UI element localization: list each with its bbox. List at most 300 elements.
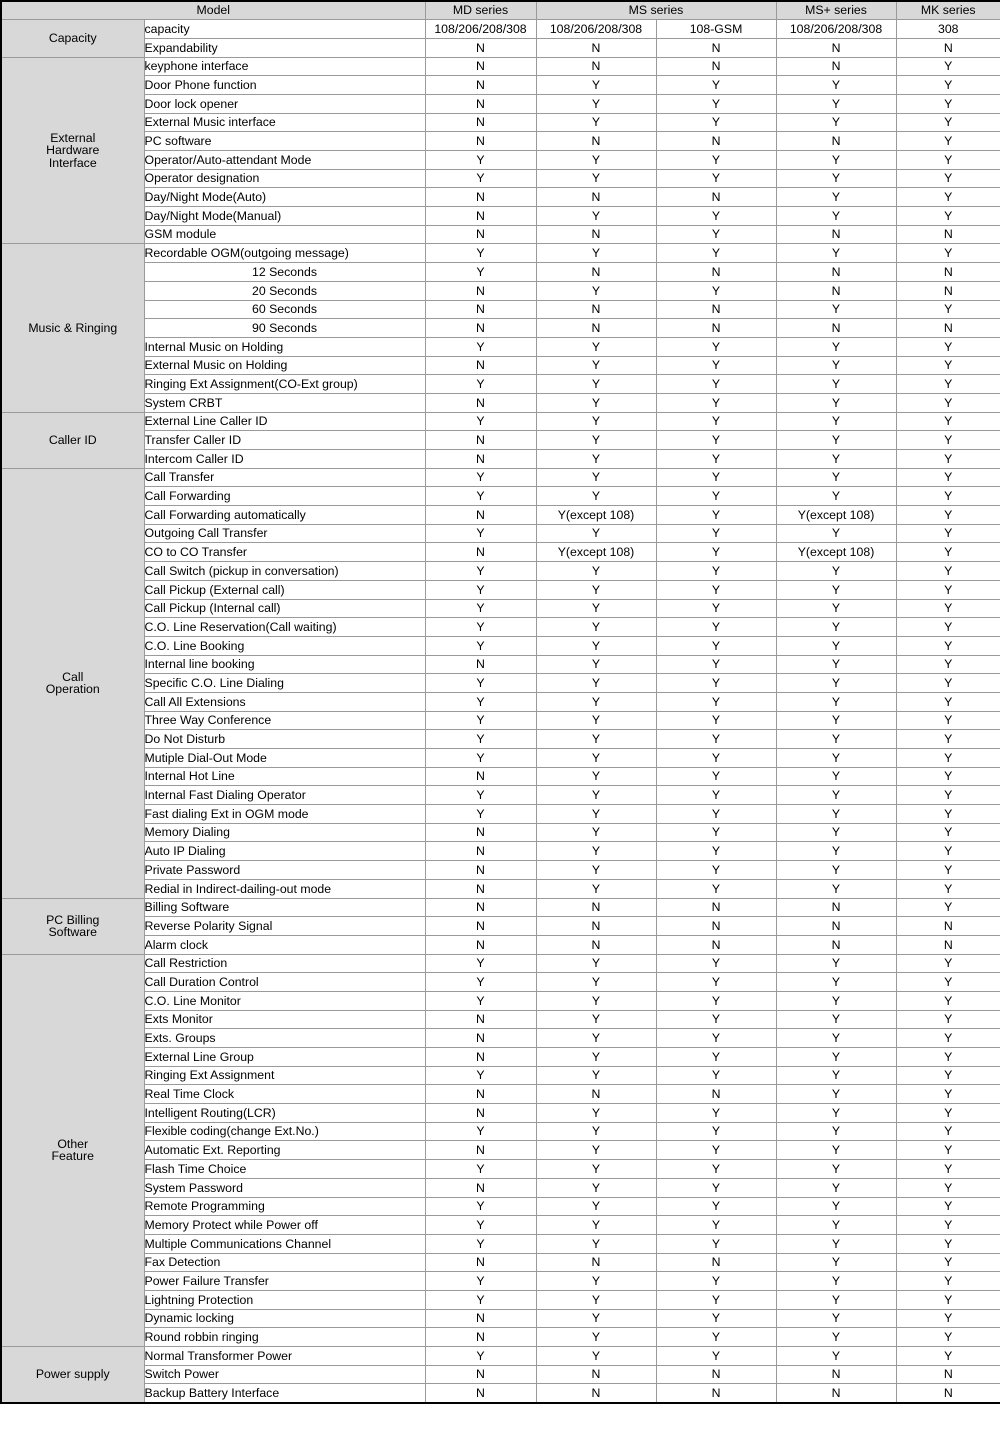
- value-cell: Y(except 108): [776, 543, 896, 562]
- value-cell: N: [425, 823, 536, 842]
- value-cell: Y: [536, 412, 656, 431]
- value-cell: Y: [425, 749, 536, 768]
- value-cell: Y: [776, 76, 896, 95]
- value-cell: N: [536, 319, 656, 338]
- header-series-3: MS+ series: [776, 1, 896, 20]
- value-cell: Y: [896, 1104, 1000, 1123]
- value-cell: N: [896, 225, 1000, 244]
- value-cell: N: [896, 935, 1000, 954]
- value-cell: N: [536, 132, 656, 151]
- value-cell: Y: [896, 375, 1000, 394]
- value-cell: Y: [896, 1197, 1000, 1216]
- value-cell: N: [425, 767, 536, 786]
- value-cell: Y: [425, 973, 536, 992]
- value-cell: Y: [536, 450, 656, 469]
- value-cell: Y: [656, 767, 776, 786]
- value-cell: N: [536, 935, 656, 954]
- feature-name-cell: Ringing Ext Assignment: [144, 1066, 425, 1085]
- header-series-2: MS series: [536, 1, 776, 20]
- table-row: [1, 1365, 1000, 1384]
- value-cell: Y: [896, 94, 1000, 113]
- value-cell: Y: [536, 973, 656, 992]
- feature-name-cell: 20 Seconds: [144, 281, 425, 300]
- value-cell: Y: [656, 674, 776, 693]
- feature-name-cell: Internal Music on Holding: [144, 337, 425, 356]
- value-cell: N: [425, 188, 536, 207]
- feature-name-cell: Call Pickup (Internal call): [144, 599, 425, 618]
- value-cell: Y: [896, 151, 1000, 170]
- value-cell: Y: [776, 730, 896, 749]
- value-cell: Y: [536, 692, 656, 711]
- category-cell: External Hardware Interface: [1, 57, 144, 244]
- value-cell: Y: [776, 487, 896, 506]
- value-cell: N: [425, 207, 536, 226]
- feature-name-cell: PC software: [144, 132, 425, 151]
- table-row: [1, 1085, 1000, 1104]
- value-cell: Y: [536, 749, 656, 768]
- value-cell: Y: [536, 1160, 656, 1179]
- value-cell: Y: [656, 94, 776, 113]
- value-cell: Y: [896, 991, 1000, 1010]
- value-cell: N: [425, 861, 536, 880]
- value-cell: Y: [896, 636, 1000, 655]
- value-cell: Y: [425, 805, 536, 824]
- feature-name-cell: Recordable OGM(outgoing message): [144, 244, 425, 263]
- value-cell: Y: [536, 823, 656, 842]
- table-row: [1, 805, 1000, 824]
- table-row: [1, 1141, 1000, 1160]
- value-cell: Y: [776, 879, 896, 898]
- feature-name-cell: C.O. Line Monitor: [144, 991, 425, 1010]
- value-cell: Y: [896, 1122, 1000, 1141]
- value-cell: Y: [536, 169, 656, 188]
- table-row: [1, 431, 1000, 450]
- table-row: [1, 487, 1000, 506]
- table-row: [1, 319, 1000, 338]
- value-cell: N: [425, 1085, 536, 1104]
- value-cell: Y: [425, 1197, 536, 1216]
- value-cell: Y: [776, 861, 896, 880]
- value-cell: Y: [776, 674, 896, 693]
- feature-name-cell: Day/Night Mode(Manual): [144, 207, 425, 226]
- value-cell: Y: [896, 562, 1000, 581]
- table-row: [1, 57, 1000, 76]
- value-cell: Y: [656, 786, 776, 805]
- table-row: [1, 1066, 1000, 1085]
- value-cell: N: [425, 225, 536, 244]
- value-cell: Y: [536, 375, 656, 394]
- value-cell: Y: [656, 1066, 776, 1085]
- value-cell: Y: [776, 842, 896, 861]
- feature-name-cell: C.O. Line Reservation(Call waiting): [144, 618, 425, 637]
- value-cell: Y(except 108): [776, 506, 896, 525]
- feature-name-cell: Internal line booking: [144, 655, 425, 674]
- value-cell: Y: [776, 1216, 896, 1235]
- value-cell: N: [896, 319, 1000, 338]
- value-cell: Y: [656, 599, 776, 618]
- value-cell: Y: [536, 767, 656, 786]
- value-cell: Y: [425, 1216, 536, 1235]
- value-cell: Y: [536, 674, 656, 693]
- value-cell: Y: [656, 393, 776, 412]
- value-cell: N: [656, 300, 776, 319]
- feature-name-cell: GSM module: [144, 225, 425, 244]
- value-cell: Y: [776, 636, 896, 655]
- value-cell: Y: [656, 1347, 776, 1366]
- table-row: [1, 1160, 1000, 1179]
- value-cell: 108/206/208/308: [776, 20, 896, 39]
- table-row: [1, 692, 1000, 711]
- table-row: [1, 1197, 1000, 1216]
- value-cell: Y: [536, 1141, 656, 1160]
- value-cell: Y: [896, 842, 1000, 861]
- table-row: [1, 1309, 1000, 1328]
- value-cell: Y: [896, 1234, 1000, 1253]
- value-cell: N: [425, 356, 536, 375]
- value-cell: Y(except 108): [536, 543, 656, 562]
- value-cell: Y: [656, 711, 776, 730]
- value-cell: Y: [425, 468, 536, 487]
- value-cell: Y: [425, 263, 536, 282]
- value-cell: N: [776, 917, 896, 936]
- value-cell: N: [656, 935, 776, 954]
- table-row: [1, 1010, 1000, 1029]
- value-cell: Y: [656, 468, 776, 487]
- value-cell: Y: [896, 431, 1000, 450]
- value-cell: Y: [776, 655, 896, 674]
- value-cell: Y: [425, 692, 536, 711]
- value-cell: Y: [896, 1029, 1000, 1048]
- value-cell: Y: [776, 1029, 896, 1048]
- value-cell: Y: [656, 524, 776, 543]
- value-cell: N: [896, 1384, 1000, 1403]
- feature-name-cell: Normal Transformer Power: [144, 1347, 425, 1366]
- value-cell: Y: [536, 786, 656, 805]
- value-cell: N: [425, 113, 536, 132]
- table-row: [1, 1290, 1000, 1309]
- value-cell: Y: [425, 1234, 536, 1253]
- value-cell: Y: [536, 711, 656, 730]
- value-cell: N: [656, 917, 776, 936]
- table-row: [1, 225, 1000, 244]
- table-row: [1, 300, 1000, 319]
- table-row: [1, 207, 1000, 226]
- value-cell: N: [425, 1384, 536, 1403]
- table-row: [1, 375, 1000, 394]
- value-cell: Y: [656, 1010, 776, 1029]
- value-cell: N: [425, 431, 536, 450]
- value-cell: Y: [776, 431, 896, 450]
- table-row: [1, 842, 1000, 861]
- value-cell: 108-GSM: [656, 20, 776, 39]
- value-cell: Y: [776, 1347, 896, 1366]
- value-cell: N: [536, 917, 656, 936]
- value-cell: Y: [656, 356, 776, 375]
- value-cell: Y: [776, 1197, 896, 1216]
- value-cell: Y: [776, 580, 896, 599]
- value-cell: Y: [776, 562, 896, 581]
- header-series-4: MK series: [896, 1, 1000, 20]
- value-cell: Y: [656, 1197, 776, 1216]
- value-cell: Y: [896, 1328, 1000, 1347]
- table-row: [1, 1272, 1000, 1291]
- value-cell: Y: [776, 1328, 896, 1347]
- value-cell: N: [425, 1365, 536, 1384]
- feature-name-cell: Operator designation: [144, 169, 425, 188]
- feature-name-cell: 12 Seconds: [144, 263, 425, 282]
- value-cell: Y: [536, 580, 656, 599]
- table-row: [1, 823, 1000, 842]
- value-cell: Y: [776, 1272, 896, 1291]
- table-row: [1, 1048, 1000, 1067]
- feature-name-cell: System CRBT: [144, 393, 425, 412]
- table-row: [1, 450, 1000, 469]
- value-cell: Y: [536, 599, 656, 618]
- value-cell: Y: [656, 1048, 776, 1067]
- feature-name-cell: Call Transfer: [144, 468, 425, 487]
- value-cell: Y: [776, 823, 896, 842]
- value-cell: Y: [896, 599, 1000, 618]
- value-cell: Y: [896, 393, 1000, 412]
- value-cell: Y: [656, 618, 776, 637]
- value-cell: Y: [656, 636, 776, 655]
- value-cell: Y: [776, 188, 896, 207]
- value-cell: Y: [536, 1216, 656, 1235]
- value-cell: Y: [536, 842, 656, 861]
- value-cell: Y: [776, 1290, 896, 1309]
- feature-name-cell: Automatic Ext. Reporting: [144, 1141, 425, 1160]
- value-cell: N: [656, 898, 776, 917]
- value-cell: Y: [776, 1066, 896, 1085]
- value-cell: Y: [896, 823, 1000, 842]
- value-cell: N: [425, 281, 536, 300]
- table-row: [1, 935, 1000, 954]
- feature-name-cell: Ringing Ext Assignment(CO-Ext group): [144, 375, 425, 394]
- value-cell: N: [536, 898, 656, 917]
- value-cell: Y: [536, 1010, 656, 1029]
- value-cell: Y: [896, 898, 1000, 917]
- value-cell: N: [896, 281, 1000, 300]
- value-cell: Y: [536, 1290, 656, 1309]
- value-cell: Y: [656, 450, 776, 469]
- value-cell: Y: [896, 749, 1000, 768]
- value-cell: Y: [425, 169, 536, 188]
- feature-name-cell: Call Switch (pickup in conversation): [144, 562, 425, 581]
- value-cell: N: [425, 1029, 536, 1048]
- value-cell: Y: [896, 450, 1000, 469]
- value-cell: Y: [656, 749, 776, 768]
- value-cell: Y: [656, 151, 776, 170]
- value-cell: Y: [776, 1160, 896, 1179]
- value-cell: Y: [536, 879, 656, 898]
- feature-name-cell: Call Restriction: [144, 954, 425, 973]
- value-cell: Y: [896, 730, 1000, 749]
- table-row: [1, 749, 1000, 768]
- value-cell: N: [425, 393, 536, 412]
- value-cell: Y: [896, 805, 1000, 824]
- value-cell: N: [536, 1384, 656, 1403]
- table-row: [1, 879, 1000, 898]
- value-cell: Y: [776, 468, 896, 487]
- table-row: [1, 991, 1000, 1010]
- value-cell: Y: [656, 1178, 776, 1197]
- feature-name-cell: Door lock opener: [144, 94, 425, 113]
- value-cell: N: [425, 94, 536, 113]
- value-cell: N: [656, 38, 776, 57]
- feature-name-cell: Flash Time Choice: [144, 1160, 425, 1179]
- value-cell: Y: [656, 113, 776, 132]
- value-cell: Y: [896, 188, 1000, 207]
- value-cell: Y: [776, 1141, 896, 1160]
- value-cell: N: [536, 1365, 656, 1384]
- value-cell: Y: [536, 393, 656, 412]
- value-cell: Y: [776, 973, 896, 992]
- value-cell: N: [536, 263, 656, 282]
- feature-name-cell: Billing Software: [144, 898, 425, 917]
- value-cell: N: [656, 188, 776, 207]
- value-cell: Y: [425, 711, 536, 730]
- table-row: [1, 861, 1000, 880]
- feature-name-cell: Real Time Clock: [144, 1085, 425, 1104]
- value-cell: N: [776, 1365, 896, 1384]
- feature-name-cell: Remote Programming: [144, 1197, 425, 1216]
- table-row: [1, 393, 1000, 412]
- value-cell: Y: [896, 543, 1000, 562]
- feature-name-cell: External Music interface: [144, 113, 425, 132]
- value-cell: N: [425, 506, 536, 525]
- value-cell: Y: [776, 805, 896, 824]
- feature-name-cell: Expandability: [144, 38, 425, 57]
- value-cell: Y: [656, 1141, 776, 1160]
- value-cell: Y: [536, 562, 656, 581]
- value-cell: Y: [656, 281, 776, 300]
- value-cell: N: [656, 319, 776, 338]
- value-cell: Y: [656, 1328, 776, 1347]
- value-cell: Y: [776, 711, 896, 730]
- category-cell: Other Feature: [1, 954, 144, 1346]
- value-cell: N: [425, 655, 536, 674]
- value-cell: Y: [425, 1066, 536, 1085]
- feature-name-cell: Intercom Caller ID: [144, 450, 425, 469]
- value-cell: Y: [656, 991, 776, 1010]
- value-cell: Y: [776, 1178, 896, 1197]
- value-cell: Y: [425, 1290, 536, 1309]
- table-row: [1, 38, 1000, 57]
- value-cell: N: [656, 132, 776, 151]
- value-cell: Y: [656, 1234, 776, 1253]
- value-cell: Y: [425, 1272, 536, 1291]
- value-cell: Y: [536, 468, 656, 487]
- feature-name-cell: Three Way Conference: [144, 711, 425, 730]
- value-cell: Y: [896, 711, 1000, 730]
- value-cell: Y: [776, 113, 896, 132]
- value-cell: Y: [896, 1141, 1000, 1160]
- table-row: [1, 1384, 1000, 1403]
- value-cell: Y: [896, 506, 1000, 525]
- value-cell: N: [776, 935, 896, 954]
- value-cell: Y: [425, 599, 536, 618]
- value-cell: Y: [776, 1010, 896, 1029]
- value-cell: Y: [776, 991, 896, 1010]
- value-cell: N: [776, 319, 896, 338]
- feature-name-cell: Alarm clock: [144, 935, 425, 954]
- feature-name-cell: capacity: [144, 20, 425, 39]
- value-cell: Y: [425, 1122, 536, 1141]
- value-cell: Y: [896, 412, 1000, 431]
- value-cell: Y: [536, 151, 656, 170]
- feature-name-cell: Private Password: [144, 861, 425, 880]
- table-row: [1, 973, 1000, 992]
- value-cell: N: [425, 1253, 536, 1272]
- value-cell: N: [776, 898, 896, 917]
- value-cell: Y: [536, 1104, 656, 1123]
- value-cell: Y: [896, 674, 1000, 693]
- value-cell: Y: [425, 375, 536, 394]
- value-cell: Y: [776, 244, 896, 263]
- value-cell: Y: [896, 300, 1000, 319]
- value-cell: Y: [896, 337, 1000, 356]
- value-cell: Y: [896, 487, 1000, 506]
- value-cell: N: [896, 1365, 1000, 1384]
- value-cell: Y: [656, 225, 776, 244]
- value-cell: Y: [776, 524, 896, 543]
- table-row: [1, 1029, 1000, 1048]
- value-cell: N: [425, 57, 536, 76]
- value-cell: Y: [776, 300, 896, 319]
- value-cell: N: [536, 300, 656, 319]
- table-row: [1, 281, 1000, 300]
- value-cell: N: [776, 1384, 896, 1403]
- value-cell: Y: [896, 113, 1000, 132]
- feature-name-cell: External Music on Holding: [144, 356, 425, 375]
- feature-name-cell: Fax Detection: [144, 1253, 425, 1272]
- value-cell: Y: [896, 57, 1000, 76]
- feature-name-cell: Flexible coding(change Ext.No.): [144, 1122, 425, 1141]
- feature-name-cell: Fast dialing Ext in OGM mode: [144, 805, 425, 824]
- value-cell: Y: [776, 1234, 896, 1253]
- value-cell: Y: [656, 580, 776, 599]
- value-cell: Y: [776, 169, 896, 188]
- value-cell: Y: [896, 1085, 1000, 1104]
- feature-name-cell: Outgoing Call Transfer: [144, 524, 425, 543]
- value-cell: Y: [536, 954, 656, 973]
- value-cell: Y: [536, 1029, 656, 1048]
- value-cell: Y: [656, 412, 776, 431]
- value-cell: Y: [656, 1309, 776, 1328]
- value-cell: N: [776, 225, 896, 244]
- feature-name-cell: Backup Battery Interface: [144, 1384, 425, 1403]
- value-cell: Y: [896, 879, 1000, 898]
- value-cell: N: [425, 450, 536, 469]
- value-cell: Y: [536, 730, 656, 749]
- value-cell: Y: [536, 1048, 656, 1067]
- value-cell: N: [425, 132, 536, 151]
- value-cell: Y: [896, 692, 1000, 711]
- value-cell: Y: [536, 1347, 656, 1366]
- value-cell: Y: [896, 954, 1000, 973]
- value-cell: Y: [536, 991, 656, 1010]
- table-row: [1, 1253, 1000, 1272]
- value-cell: Y: [896, 1010, 1000, 1029]
- table-row: [1, 356, 1000, 375]
- value-cell: N: [425, 1328, 536, 1347]
- table-row: [1, 524, 1000, 543]
- value-cell: N: [536, 225, 656, 244]
- value-cell: Y: [425, 991, 536, 1010]
- value-cell: Y: [896, 1272, 1000, 1291]
- value-cell: Y: [776, 692, 896, 711]
- category-cell: PC Billing Software: [1, 898, 144, 954]
